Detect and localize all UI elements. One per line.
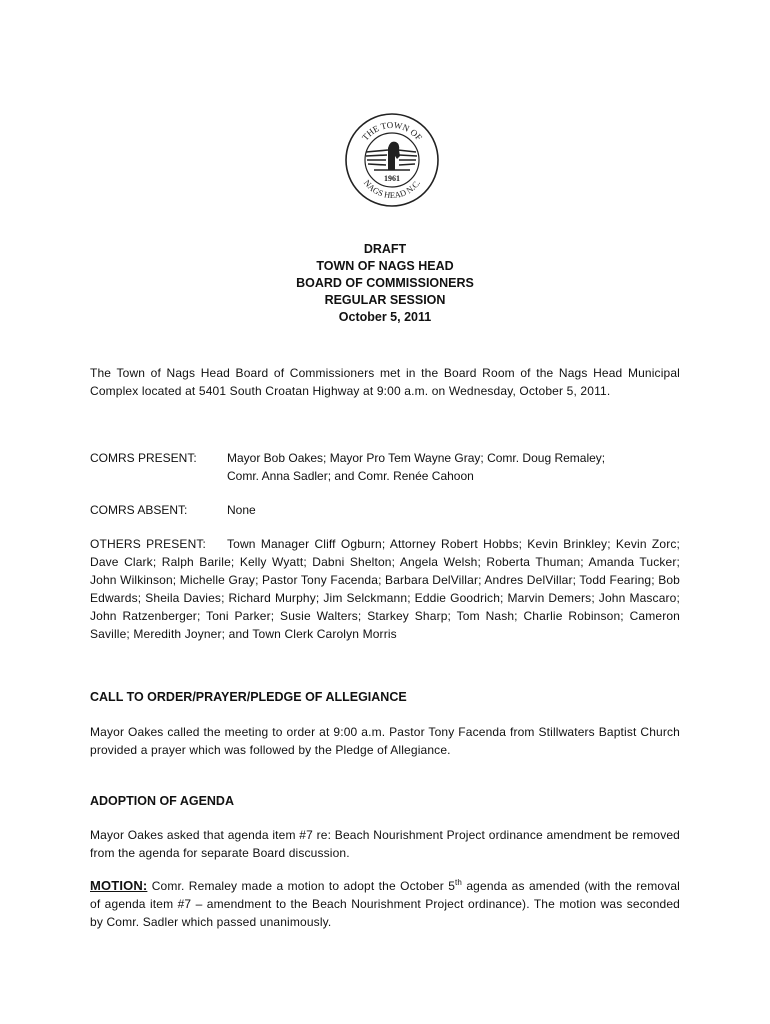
comrs-absent-label: COMRS ABSENT: (90, 503, 188, 517)
title-board: BOARD OF COMMISSIONERS (296, 276, 474, 290)
motion-paragraph (90, 877, 680, 931)
motion-text-part2: agenda as amended (with the removal of agenda item #7 – amendment to the Beach Nourishment Project ordinance). The motion was seconded by Comr. Sadler which passed unanimously. (90, 879, 680, 929)
intro-paragraph: The Town of Nags Head Board of Commissioners met in the Board Room of the Nags Head Municipal Complex located at 5401 South Croatan Highway at 9:00 a.m. on Wednesday, October 5, 2011. (90, 366, 680, 398)
comrs-present-line2: Comr. Anna Sadler; and Comr. Renée Cahoon (227, 469, 474, 483)
others-present-list: Town Manager Cliff Ogburn; Attorney Robert Hobbs; Kevin Brinkley; Kevin Zorc; Dave Clark; Ralph Barile; Kelly Wyatt; Dabni Shelton; Angela Welsh; Roberta Thuman; Amanda Tucker; John Wilkinson; Michelle Gray; Pastor Tony Facenda; Barbara DelVillar; Andres DelVillar; Todd Fearing; Bob Edwards; Sheila Davies; Richard Murphy; Jim Selckmann; Eddie Goodrich; Marvin Demers; John Mascaro; John Ratzenberger; Toni Parker; Susie Walters; Starkey Sharp; Tom Nash; Charlie Robinson; Cameron Saville; Meredith Joyner; and Town Clerk Carolyn Morris (90, 537, 680, 641)
comrs-absent-row (90, 501, 680, 519)
comrs-present-value (227, 449, 680, 485)
call-to-order-text: Mayor Oakes called the meeting to order at 9:00 a.m. Pastor Tony Facenda from Stillwaters Baptist Church provided a prayer which was followed by the Pledge of Allegiance. (90, 725, 680, 757)
motion-label: MOTION: (90, 878, 148, 893)
comrs-present-line1: Mayor Bob Oakes; Mayor Pro Tem Wayne Gray; Comr. Doug Remaley; (227, 451, 606, 465)
title-draft: DRAFT (363, 242, 407, 256)
seal-top-text: THE TOWN OF (359, 119, 425, 143)
motion-text-part1: Comr. Remaley made a motion to adopt the October 5 (147, 879, 456, 893)
comrs-present-row (90, 449, 680, 485)
others-present-label: OTHERS PRESENT: (90, 537, 207, 551)
seal-bottom-text: NAGS HEAD N.C. (361, 177, 423, 201)
title-session: REGULAR SESSION (324, 293, 446, 307)
document-title (0, 241, 770, 326)
title-town: TOWN OF NAGS HEAD (316, 259, 454, 273)
call-to-order-heading: CALL TO ORDER/PRAYER/PLEDGE OF ALLEGIANCE (90, 690, 407, 704)
others-present-paragraph (90, 535, 680, 643)
adoption-text: Mayor Oakes asked that agenda item #7 re: Beach Nourishment Project ordinance amendment be removed from the agenda for separate Board discussion. (90, 828, 680, 860)
comrs-absent-value: None (227, 503, 256, 517)
comrs-present-label: COMRS PRESENT: (90, 451, 197, 465)
horse-head-icon (366, 142, 417, 170)
motion-ordinal: th (455, 878, 463, 887)
town-seal-logo (344, 112, 440, 208)
title-date: October 5, 2011 (338, 310, 432, 324)
seal-year: 1961 (384, 174, 400, 183)
adoption-heading: ADOPTION OF AGENDA (90, 794, 234, 808)
